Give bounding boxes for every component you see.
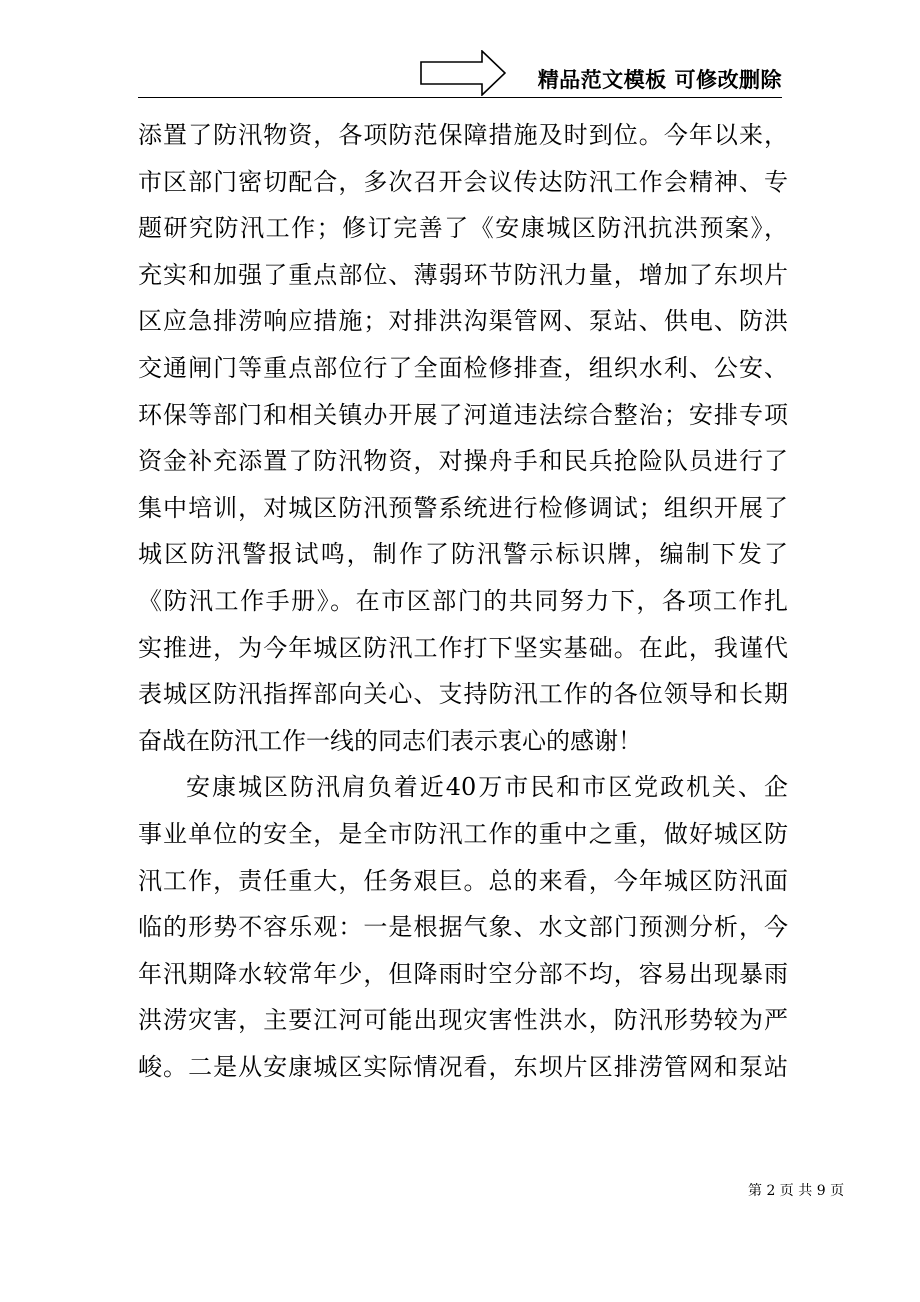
text-line: 《防汛工作手册》。在市区部门的共同努力下，各项工作扎 xyxy=(138,586,788,615)
text-line: 汛工作，责任重大，任务艰巨。总的来看，今年城区防汛面 xyxy=(138,866,788,895)
body-text xyxy=(138,112,788,1090)
text-line: 实推进，为今年城区防汛工作打下坚实基础。在此，我谨代 xyxy=(138,633,788,662)
text-line: 市区部门密切配合，多次召开会议传达防汛工作会精神、专 xyxy=(138,167,788,196)
text-line: 资金补充添置了防汛物资，对操舟手和民兵抢险队员进行了 xyxy=(138,447,788,476)
arrow-right-icon xyxy=(420,50,506,96)
page-number: 第 2 页 共 9 页 xyxy=(748,1183,845,1199)
text-line: 环保等部门和相关镇办开展了河道违法综合整治；安排专项 xyxy=(138,400,788,429)
text-line: 集中培训，对城区防汛预警系统进行检修调试；组织开展了 xyxy=(138,493,788,522)
page-header xyxy=(138,50,782,98)
text-line: 城区防汛警报试鸣，制作了防汛警示标识牌，编制下发了 xyxy=(138,540,788,569)
text-line: 表城区防汛指挥部向关心、支持防汛工作的各位领导和长期 xyxy=(138,680,788,709)
text-line: 充实和加强了重点部位、薄弱环节防汛力量，增加了东坝片 xyxy=(138,260,788,289)
text-line: 峻。二是从安康城区实际情况看，东坝片区排涝管网和泵站 xyxy=(138,1052,788,1081)
text-line: 添置了防汛物资，各项防范保障措施及时到位。今年以来， xyxy=(138,121,788,149)
header-title: 精品范文模板 可修改删除 xyxy=(537,68,782,92)
text-line: 洪涝灾害，主要江河可能出现灾害性洪水，防汛形势较为严 xyxy=(138,1006,788,1035)
text-line: 临的形势不容乐观：一是根据气象、水文部门预测分析，今 xyxy=(138,913,788,942)
text-line: 年汛期降水较常年少，但降雨时空分部不均，容易出现暴雨 xyxy=(138,959,788,988)
header-divider xyxy=(138,97,782,98)
text-line: 交通闸门等重点部位行了全面检修排查，组织水利、公安、 xyxy=(138,353,788,382)
text-line: 题研究防汛工作；修订完善了《安康城区防汛抗洪预案》， xyxy=(138,214,788,243)
text-line: 事业单位的安全，是全市防汛工作的重中之重，做好城区防 xyxy=(138,819,788,848)
paragraph-first-line: 安康城区防汛肩负着近40万市民和市区党政机关、企 xyxy=(186,773,788,802)
text-line: 奋战在防汛工作一线的同志们表示衷心的感谢！ xyxy=(138,726,642,755)
text-line: 区应急排涝响应措施；对排洪沟渠管网、泵站、供电、防洪 xyxy=(138,307,788,336)
